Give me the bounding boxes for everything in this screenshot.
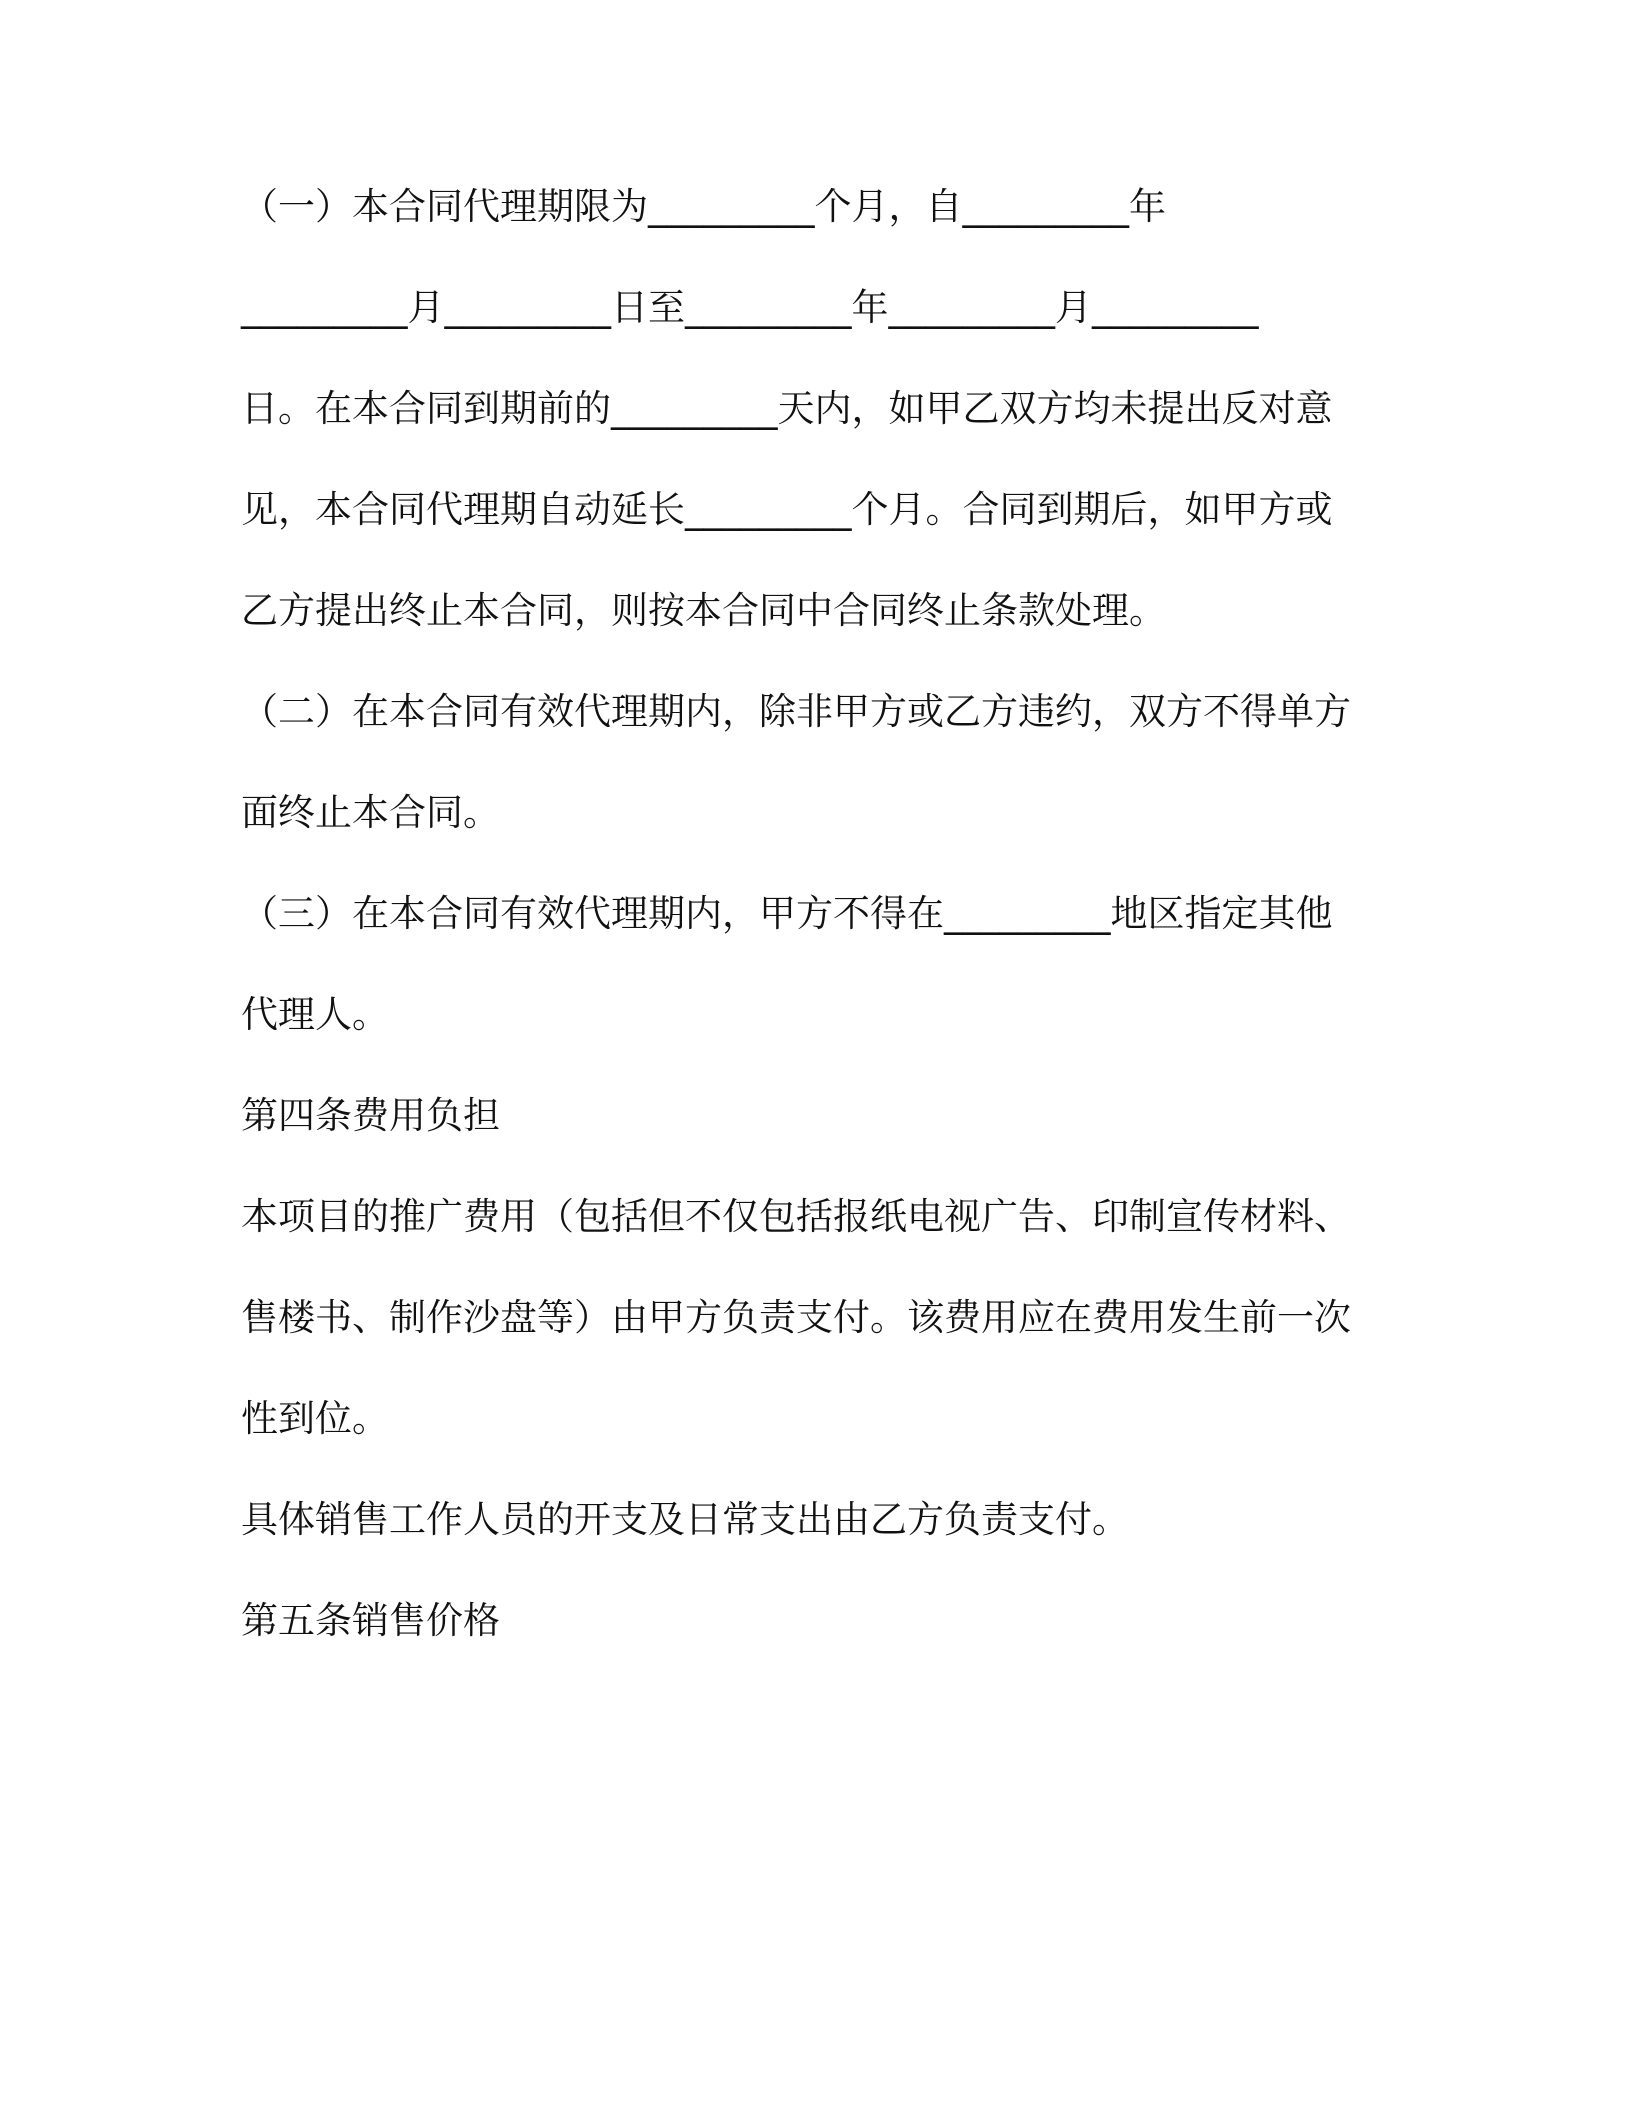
clause-two-line-2: 面终止本合同。 — [241, 791, 500, 834]
document-body — [241, 182, 1401, 1697]
term-clause-line-2: _________月_________日至_________年_________月_________ — [241, 286, 1259, 329]
article-four-staff-expense-line: 具体销售工作人员的开支及日常支出由乙方负责支付。 — [241, 1498, 1129, 1541]
clause-three-line-1: （三）在本合同有效代理期内，甲方不得在_________地区指定其他 — [241, 892, 1333, 935]
term-clause-line-5: 乙方提出终止本合同，则按本合同中合同终止条款处理。 — [241, 589, 1166, 632]
clause-two-line-1: （二）在本合同有效代理期内，除非甲方或乙方违约，双方不得单方 — [241, 690, 1351, 733]
term-clause-line-3: 日。在本合同到期前的_________天内，如甲乙双方均未提出反对意 — [241, 387, 1333, 430]
term-clause-line-1: （一）本合同代理期限为_________个月，自_________年 — [241, 185, 1166, 228]
clause-three-line-2: 代理人。 — [241, 993, 389, 1036]
article-four-heading: 第四条费用负担 — [241, 1094, 500, 1137]
article-five-heading: 第五条销售价格 — [241, 1599, 500, 1642]
article-four-paragraph-line-1: 本项目的推广费用（包括但不仅包括报纸电视广告、印制宣传材料、 — [241, 1195, 1351, 1238]
article-four-paragraph-line-3: 性到位。 — [241, 1397, 389, 1440]
article-four-paragraph-line-2: 售楼书、制作沙盘等）由甲方负责支付。该费用应在费用发生前一次 — [241, 1296, 1351, 1339]
term-clause-line-4: 见，本合同代理期自动延长_________个月。合同到期后，如甲方或 — [241, 488, 1333, 531]
